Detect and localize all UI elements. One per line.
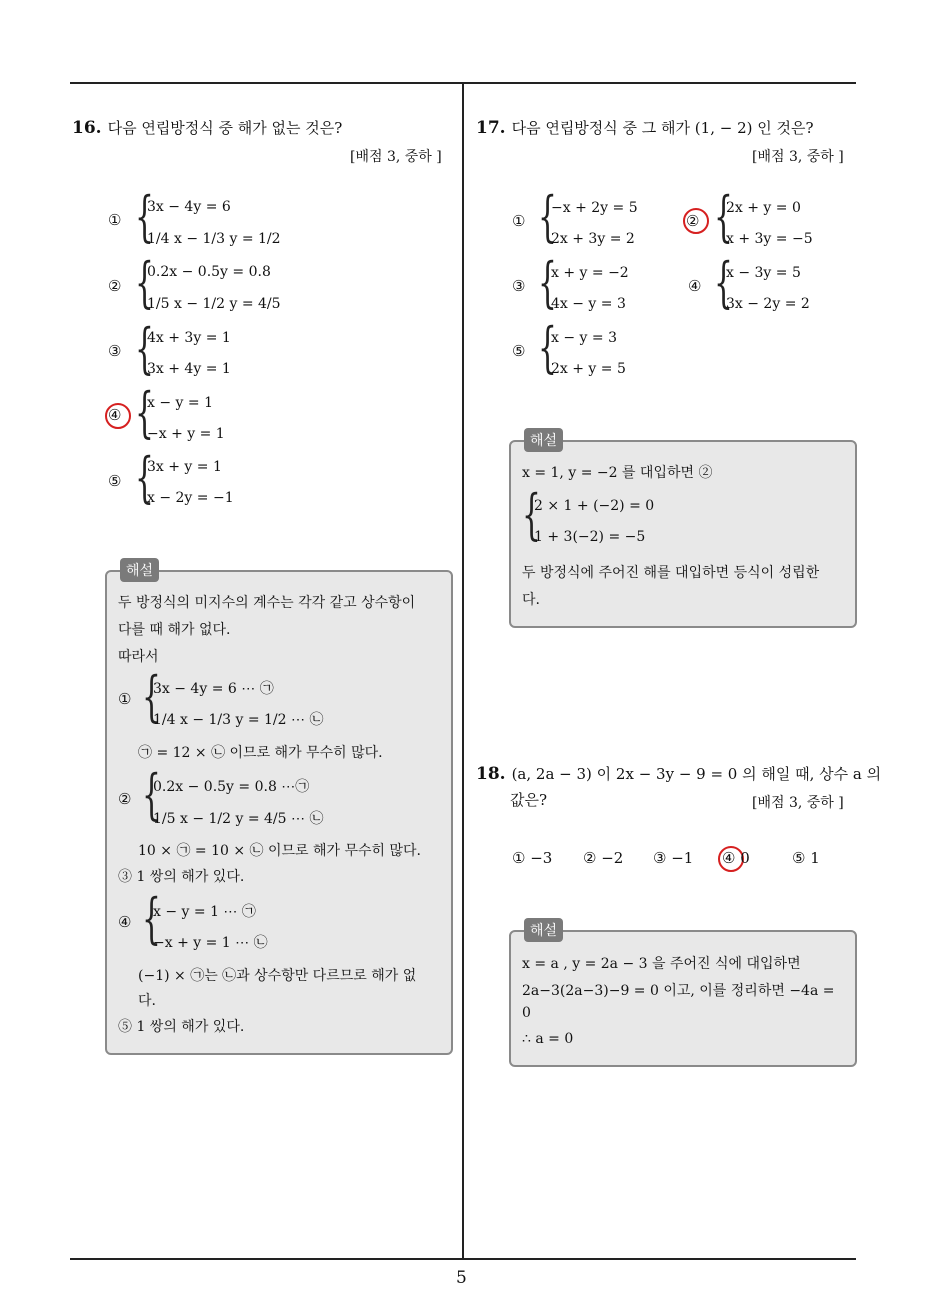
question-number: 18. [476, 764, 506, 784]
solution-line: 1/5 x − 1/2 y = 4/5 ⋯ ㉡ [153, 811, 324, 827]
brace-icon: { [135, 185, 154, 248]
solution-line: x = 1, y = −2 를 대입하면 ② [522, 465, 713, 481]
option-label: ④ [118, 913, 132, 931]
equation-line: x + y = −2 [551, 265, 629, 281]
solution-line: 1/4 x − 1/3 y = 1/2 ⋯ ㉡ [153, 712, 324, 728]
equation-line: 2x + y = 5 [551, 361, 626, 377]
brace-icon: { [142, 887, 161, 950]
option-label: ④ [688, 277, 702, 295]
column-divider [462, 82, 464, 1260]
solution-line: 3x − 4y = 6 ⋯ ㉠ [153, 681, 274, 697]
brace-icon: { [538, 251, 557, 314]
brace-icon: { [522, 483, 541, 546]
brace-icon: { [538, 185, 557, 248]
brace-icon: { [714, 185, 733, 248]
equation-line: 2x + y = 0 [726, 200, 801, 216]
solution-line: 따라서 [118, 649, 159, 665]
question-number: 16. [72, 118, 102, 138]
option-label: ② [108, 277, 122, 295]
question-16 [72, 116, 342, 140]
solution-line: 두 방정식에 주어진 해를 대입하면 등식이 성립한 [522, 565, 820, 581]
solution-line: ㉠ = 12 × ㉡ 이므로 해가 무수히 많다. [138, 745, 383, 761]
q18-option-1[interactable]: ① −3 [512, 849, 553, 867]
solution-tag: 해설 [524, 918, 563, 942]
question-number: 17. [476, 118, 506, 138]
solution-line: 두 방정식의 미지수의 계수는 각각 같고 상수항이 [118, 595, 416, 611]
equation-line: 3x + y = 1 [147, 459, 222, 475]
solution-line: 다. [522, 592, 540, 608]
brace-icon: { [135, 381, 154, 444]
equation-line: 3x − 4y = 6 [147, 199, 231, 215]
solution-tag: 해설 [120, 558, 159, 582]
solution-line: x = a , y = 2a − 3 을 주어진 식에 대입하면 [522, 956, 801, 972]
option-label: ④ [108, 406, 122, 424]
brace-icon: { [142, 763, 161, 826]
equation-line: 3x − 2y = 2 [726, 296, 810, 312]
option-label: ① [118, 690, 132, 708]
equation-line: 1/5 x − 1/2 y = 4/5 [147, 296, 281, 312]
option-label: ③ [108, 342, 122, 360]
equation-line: x − y = 1 [147, 395, 213, 411]
option-label: ⑤ [512, 342, 526, 360]
brace-icon: { [714, 251, 733, 314]
option-label: ③ [512, 277, 526, 295]
question-meta: [배점 3, 중하 ] [752, 149, 844, 165]
option-label: ② [686, 212, 700, 230]
solution-line: ⑤ 1 쌍의 해가 있다. [118, 1019, 245, 1035]
question-18 [476, 762, 881, 786]
solution-line: ③ 1 쌍의 해가 있다. [118, 869, 245, 885]
brace-icon: { [135, 317, 154, 380]
solution-line: ∴ a = 0 [522, 1031, 574, 1047]
equation-line: x − y = 3 [551, 330, 617, 346]
q18-option-5[interactable]: ⑤ 1 [792, 849, 820, 867]
solution-line: 1 + 3(−2) = −5 [534, 529, 646, 545]
equation-line: 0.2x − 0.5y = 0.8 [147, 264, 271, 280]
brace-icon: { [142, 665, 161, 728]
solution-line: (−1) × ㉠는 ㉡과 상수항만 다르므로 해가 없 [138, 968, 417, 984]
solution-line: 0 [522, 1005, 531, 1021]
equation-line: x + 3y = −5 [726, 231, 813, 247]
equation-line: 3x + 4y = 1 [147, 361, 231, 377]
equation-line: −x + 2y = 5 [551, 200, 638, 216]
question-meta: [배점 3, 중하 ] [350, 149, 442, 165]
question-text: 다음 연립방정식 중 해가 없는 것은? [107, 119, 343, 137]
equation-line: x − 3y = 5 [726, 265, 801, 281]
option-label: ② [118, 790, 132, 808]
q18-option-3[interactable]: ③ −1 [653, 849, 694, 867]
page-number: 5 [456, 1268, 467, 1288]
option-label: ⑤ [108, 472, 122, 490]
equation-line: 2x + 3y = 2 [551, 231, 635, 247]
brace-icon: { [135, 446, 154, 509]
equation-line: 4x + 3y = 1 [147, 330, 231, 346]
q18-option-2[interactable]: ② −2 [583, 849, 624, 867]
option-label: ① [512, 212, 526, 230]
question-meta: [배점 3, 중하 ] [752, 795, 844, 811]
question-text: (a, 2a − 3) 이 2x − 3y − 9 = 0 의 해일 때, 상수 a 의 [511, 765, 882, 783]
brace-icon: { [135, 251, 154, 314]
question-text-cont: 값은? [510, 791, 548, 809]
question-17 [476, 116, 814, 140]
equation-line: x − 2y = −1 [147, 490, 234, 506]
equation-line: −x + y = 1 [147, 426, 225, 442]
solution-line: −x + y = 1 ⋯ ㉡ [153, 935, 268, 951]
solution-line: 다. [138, 993, 156, 1009]
equation-line: 1/4 x − 1/3 y = 1/2 [147, 231, 281, 247]
q18-option-4[interactable]: ④ 0 [722, 849, 750, 867]
solution-line: 10 × ㉠ = 10 × ㉡ 이므로 해가 무수히 많다. [138, 843, 422, 859]
solution-line: 2a−3(2a−3)−9 = 0 이고, 이를 정리하면 −4a = [522, 983, 835, 999]
equation-line: 4x − y = 3 [551, 296, 626, 312]
question-text: 다음 연립방정식 중 그 해가 (1, − 2) 인 것은? [511, 119, 814, 137]
bottom-rule [70, 1258, 856, 1260]
solution-line: 0.2x − 0.5y = 0.8 ⋯㉠ [153, 779, 310, 795]
option-label: ① [108, 211, 122, 229]
solution-tag: 해설 [524, 428, 563, 452]
solution-line: x − y = 1 ⋯ ㉠ [153, 904, 256, 920]
solution-line: 2 × 1 + (−2) = 0 [534, 498, 655, 514]
solution-line: 다를 때 해가 없다. [118, 622, 231, 638]
brace-icon: { [538, 316, 557, 379]
